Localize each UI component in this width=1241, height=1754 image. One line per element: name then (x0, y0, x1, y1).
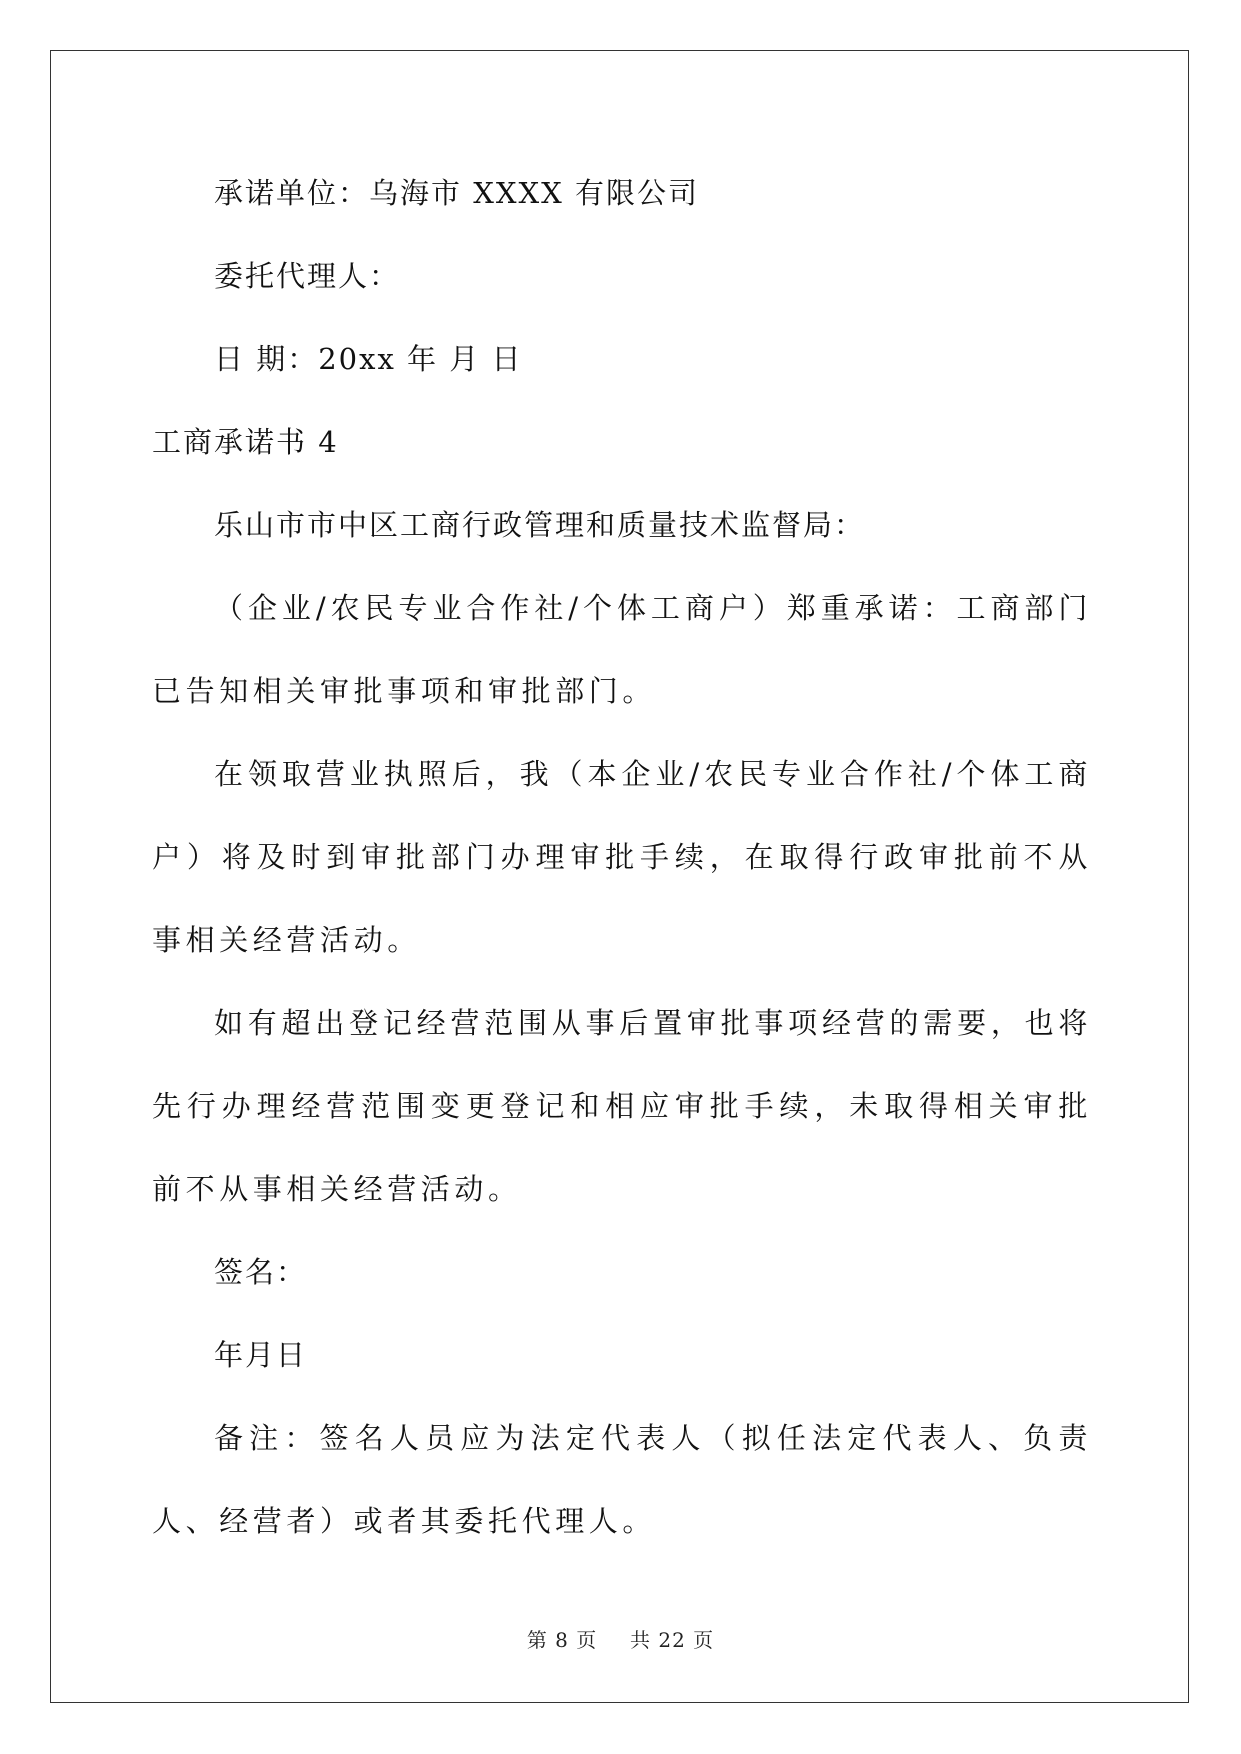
paragraph-3: 如有超出登记经营范围从事后置审批事项经营的需要，也将先行办理经营范围变更登记和相应审批手续，未取得相关审批前不从事相关经营活动。 (152, 1006, 1092, 1206)
section-heading: 工商承诺书 4 (152, 425, 339, 459)
page-number-total: 共 22 页 (630, 1628, 715, 1652)
agent-line: 委托代理人： (214, 259, 401, 293)
signature-date-line: 年月日 (214, 1338, 308, 1372)
addressee-line: 乐山市市中区工商行政管理和质量技术监督局： (214, 508, 866, 542)
paragraph-2: 在领取营业执照后，我（本企业/农民专业合作社/个体工商户）将及时到审批部门办理审批手续，在取得行政审批前不从事相关经营活动。 (152, 757, 1092, 957)
document-body (152, 158, 1092, 1569)
paragraph-1: （企业/农民专业合作社/个体工商户）郑重承诺：工商部门已告知相关审批事项和审批部门。 (152, 591, 1092, 708)
page-number-current: 第 8 页 (526, 1628, 598, 1652)
date-line: 日 期：20xx 年 月 日 (214, 342, 523, 376)
note-paragraph: 备注：签名人员应为法定代表人（拟任法定代表人、负责人、经营者）或者其委托代理人。 (152, 1421, 1092, 1538)
commitment-unit-line: 承诺单位：乌海市 XXXX 有限公司 (214, 176, 700, 210)
signature-line: 签名： (214, 1255, 308, 1289)
page-footer (0, 1624, 1241, 1653)
